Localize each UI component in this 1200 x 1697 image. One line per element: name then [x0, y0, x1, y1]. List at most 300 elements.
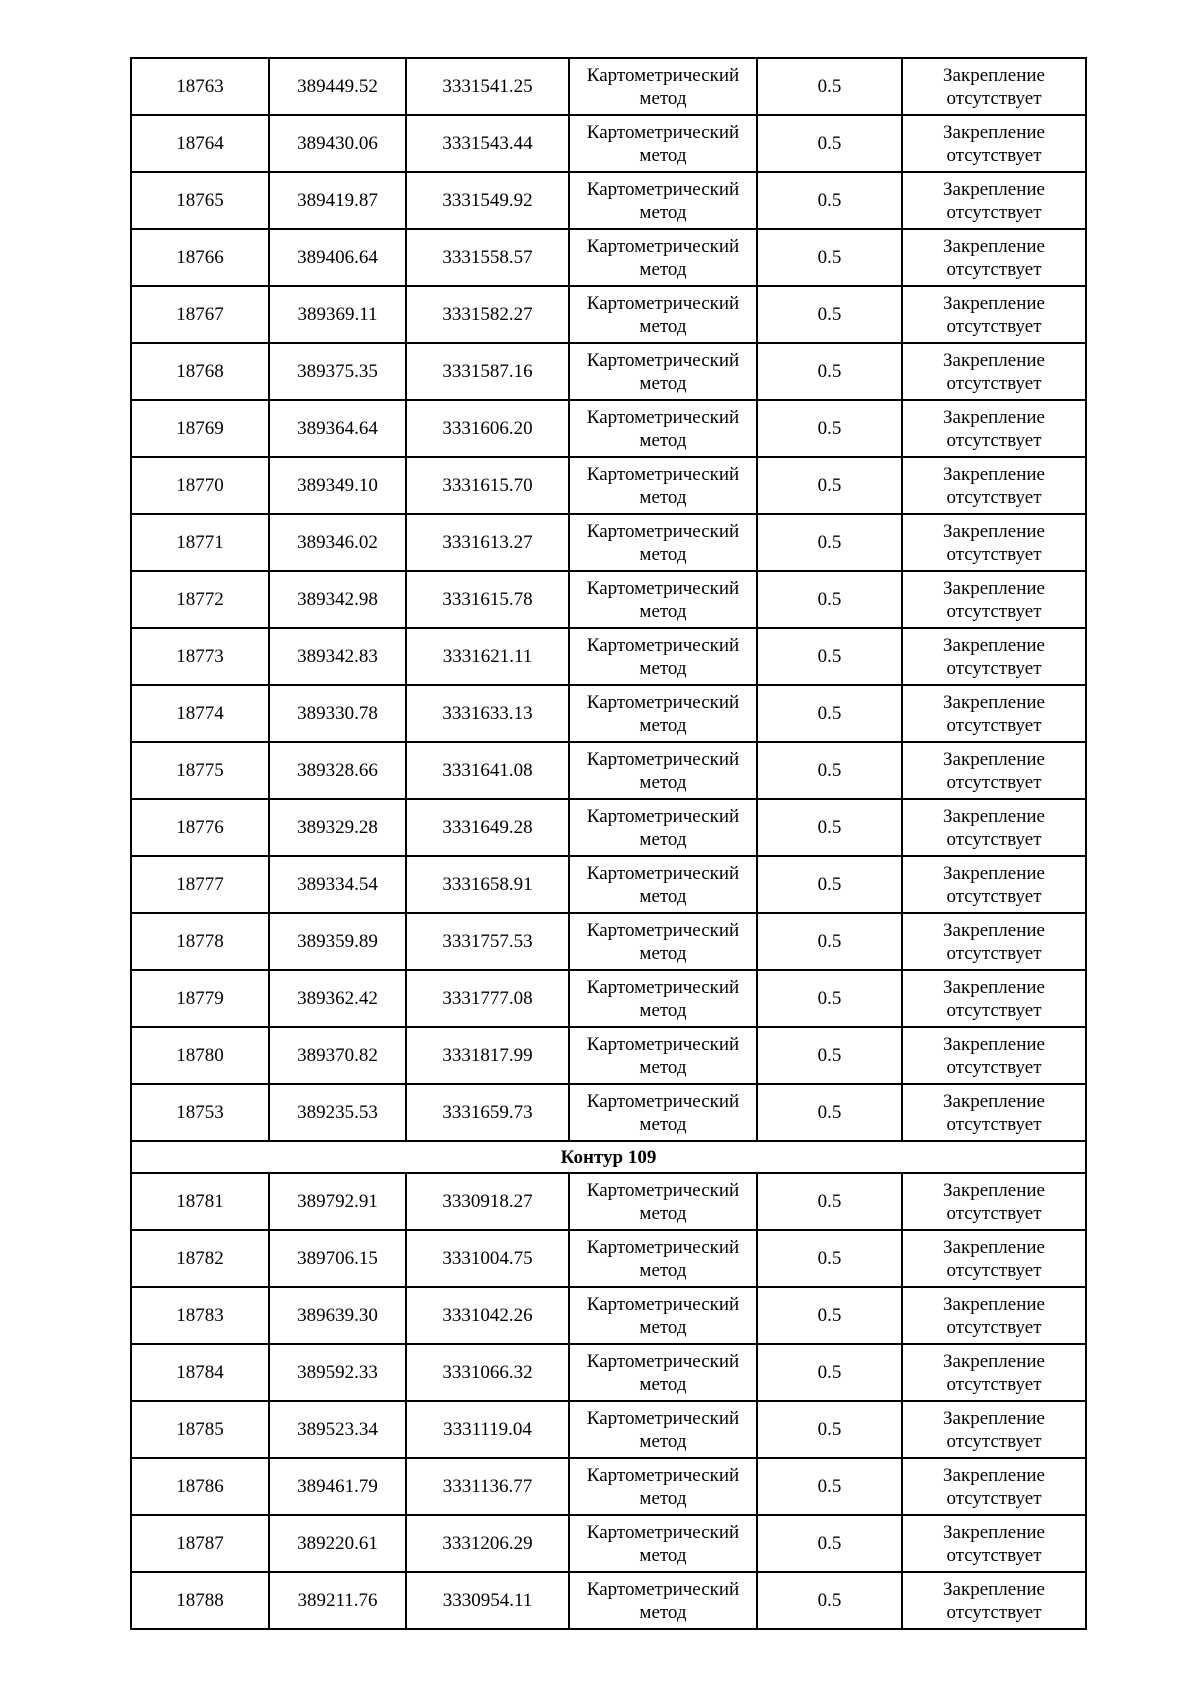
fixing-cell-line: Закрепление: [943, 178, 1045, 200]
accuracy-cell: 0.5: [757, 1401, 902, 1458]
fixing-cell-line: Закрепление: [943, 1033, 1045, 1055]
method-cell-line: метод: [639, 543, 687, 565]
fixing-cell: [902, 628, 1086, 685]
method-cell-line: метод: [639, 486, 687, 508]
x-coordinate-cell: 389375.35: [269, 343, 406, 400]
y-coordinate-cell: 3331042.26: [406, 1287, 569, 1344]
accuracy-cell: 0.5: [757, 1572, 902, 1629]
point-number-cell: 18771: [131, 514, 269, 571]
point-number-cell: 18753: [131, 1084, 269, 1141]
method-cell-line: метод: [639, 1430, 687, 1452]
section-label: Контур 109: [131, 1141, 1086, 1173]
fixing-cell-line: отсутствует: [946, 1544, 1042, 1566]
fixing-cell-line: Закрепление: [943, 1407, 1045, 1429]
method-cell-line: метод: [639, 1487, 687, 1509]
point-number-cell: 18768: [131, 343, 269, 400]
method-cell-line: Картометрический: [586, 1033, 740, 1055]
fixing-cell: [902, 400, 1086, 457]
method-cell: [569, 1173, 757, 1230]
fixing-cell-line: Закрепление: [943, 1464, 1045, 1486]
x-coordinate-cell: 389449.52: [269, 58, 406, 115]
accuracy-cell: 0.5: [757, 1084, 902, 1141]
fixing-cell-line: Закрепление: [943, 349, 1045, 371]
accuracy-cell: 0.5: [757, 1458, 902, 1515]
x-coordinate-cell: 389362.42: [269, 970, 406, 1027]
fixing-cell: [902, 229, 1086, 286]
fixing-cell: [902, 913, 1086, 970]
y-coordinate-cell: 3331641.08: [406, 742, 569, 799]
method-cell: [569, 115, 757, 172]
x-coordinate-cell: 389334.54: [269, 856, 406, 913]
fixing-cell-line: отсутствует: [946, 1316, 1042, 1338]
point-number-cell: 18784: [131, 1344, 269, 1401]
point-number-cell: 18781: [131, 1173, 269, 1230]
method-cell: [569, 1287, 757, 1344]
y-coordinate-cell: 3331649.28: [406, 799, 569, 856]
method-cell-line: метод: [639, 885, 687, 907]
method-cell-line: метод: [639, 258, 687, 280]
table-row: [131, 172, 1086, 229]
point-number-cell: 18783: [131, 1287, 269, 1344]
y-coordinate-cell: 3331621.11: [406, 628, 569, 685]
method-cell: [569, 514, 757, 571]
accuracy-cell: 0.5: [757, 1344, 902, 1401]
fixing-cell-line: Закрепление: [943, 1090, 1045, 1112]
x-coordinate-cell: 389430.06: [269, 115, 406, 172]
fixing-cell-line: отсутствует: [946, 1373, 1042, 1395]
fixing-cell-line: отсутствует: [946, 429, 1042, 451]
method-cell: [569, 172, 757, 229]
method-cell-line: Картометрический: [586, 64, 740, 86]
y-coordinate-cell: 3331615.70: [406, 457, 569, 514]
method-cell-line: Картометрический: [586, 1293, 740, 1315]
method-cell-line: Картометрический: [586, 121, 740, 143]
fixing-cell: [902, 115, 1086, 172]
method-cell-line: Картометрический: [586, 349, 740, 371]
method-cell-line: Картометрический: [586, 1090, 740, 1112]
point-number-cell: 18770: [131, 457, 269, 514]
fixing-cell: [902, 970, 1086, 1027]
y-coordinate-cell: 3331136.77: [406, 1458, 569, 1515]
accuracy-cell: 0.5: [757, 172, 902, 229]
fixing-cell-line: Закрепление: [943, 1350, 1045, 1372]
method-cell: [569, 799, 757, 856]
fixing-cell-line: отсутствует: [946, 885, 1042, 907]
accuracy-cell: 0.5: [757, 1287, 902, 1344]
x-coordinate-cell: 389406.64: [269, 229, 406, 286]
fixing-cell: [902, 685, 1086, 742]
table-row: [131, 970, 1086, 1027]
method-cell: [569, 856, 757, 913]
x-coordinate-cell: 389792.91: [269, 1173, 406, 1230]
x-coordinate-cell: 389461.79: [269, 1458, 406, 1515]
fixing-cell: [902, 1287, 1086, 1344]
fixing-cell-line: отсутствует: [946, 1056, 1042, 1078]
x-coordinate-cell: 389364.64: [269, 400, 406, 457]
y-coordinate-cell: 3331777.08: [406, 970, 569, 1027]
fixing-cell-line: отсутствует: [946, 714, 1042, 736]
method-cell: [569, 1401, 757, 1458]
point-number-cell: 18786: [131, 1458, 269, 1515]
fixing-cell: [902, 58, 1086, 115]
method-cell-line: Картометрический: [586, 1350, 740, 1372]
method-cell-line: Картометрический: [586, 805, 740, 827]
accuracy-cell: 0.5: [757, 286, 902, 343]
method-cell-line: метод: [639, 600, 687, 622]
point-number-cell: 18774: [131, 685, 269, 742]
fixing-cell-line: Закрепление: [943, 919, 1045, 941]
fixing-cell: [902, 571, 1086, 628]
x-coordinate-cell: 389639.30: [269, 1287, 406, 1344]
fixing-cell-line: отсутствует: [946, 144, 1042, 166]
table-row: [131, 913, 1086, 970]
method-cell-line: Картометрический: [586, 1407, 740, 1429]
x-coordinate-cell: 389592.33: [269, 1344, 406, 1401]
y-coordinate-cell: 3331543.44: [406, 115, 569, 172]
method-cell-line: Картометрический: [586, 463, 740, 485]
table-row: [131, 229, 1086, 286]
method-cell-line: метод: [639, 999, 687, 1021]
fixing-cell-line: Закрепление: [943, 1236, 1045, 1258]
table-row: [131, 1230, 1086, 1287]
fixing-cell-line: отсутствует: [946, 1487, 1042, 1509]
accuracy-cell: 0.5: [757, 1173, 902, 1230]
y-coordinate-cell: 3331206.29: [406, 1515, 569, 1572]
fixing-cell: [902, 1515, 1086, 1572]
fixing-cell-line: Закрепление: [943, 577, 1045, 599]
fixing-cell-line: Закрепление: [943, 634, 1045, 656]
y-coordinate-cell: 3331066.32: [406, 1344, 569, 1401]
method-cell-line: Картометрический: [586, 691, 740, 713]
accuracy-cell: 0.5: [757, 685, 902, 742]
point-number-cell: 18778: [131, 913, 269, 970]
y-coordinate-cell: 3331633.13: [406, 685, 569, 742]
method-cell-line: метод: [639, 1113, 687, 1135]
method-cell-line: Картометрический: [586, 976, 740, 998]
accuracy-cell: 0.5: [757, 628, 902, 685]
y-coordinate-cell: 3331558.57: [406, 229, 569, 286]
fixing-cell: [902, 1572, 1086, 1629]
y-coordinate-cell: 3331613.27: [406, 514, 569, 571]
accuracy-cell: 0.5: [757, 514, 902, 571]
method-cell-line: Картометрический: [586, 1464, 740, 1486]
method-cell: [569, 913, 757, 970]
method-cell: [569, 1458, 757, 1515]
method-cell-line: метод: [639, 1056, 687, 1078]
table-row: [131, 457, 1086, 514]
accuracy-cell: 0.5: [757, 400, 902, 457]
x-coordinate-cell: 389369.11: [269, 286, 406, 343]
table-row: [131, 115, 1086, 172]
fixing-cell-line: Закрепление: [943, 406, 1045, 428]
fixing-cell: [902, 1027, 1086, 1084]
table-row: [131, 1027, 1086, 1084]
method-cell-line: Картометрический: [586, 292, 740, 314]
method-cell: [569, 742, 757, 799]
method-cell-line: метод: [639, 87, 687, 109]
fixing-cell-line: Закрепление: [943, 520, 1045, 542]
method-cell: [569, 970, 757, 1027]
point-number-cell: 18787: [131, 1515, 269, 1572]
point-number-cell: 18769: [131, 400, 269, 457]
fixing-cell-line: отсутствует: [946, 771, 1042, 793]
method-cell-line: метод: [639, 1373, 687, 1395]
method-cell-line: метод: [639, 1316, 687, 1338]
section-header-row: [131, 1141, 1086, 1173]
coordinates-table: [130, 57, 1087, 1630]
method-cell: [569, 286, 757, 343]
fixing-cell-line: отсутствует: [946, 1601, 1042, 1623]
point-number-cell: 18763: [131, 58, 269, 115]
fixing-cell-line: отсутствует: [946, 1202, 1042, 1224]
accuracy-cell: 0.5: [757, 913, 902, 970]
method-cell-line: Картометрический: [586, 577, 740, 599]
fixing-cell-line: Закрепление: [943, 292, 1045, 314]
method-cell-line: метод: [639, 657, 687, 679]
fixing-cell-line: отсутствует: [946, 999, 1042, 1021]
method-cell-line: Картометрический: [586, 178, 740, 200]
method-cell: [569, 571, 757, 628]
point-number-cell: 18777: [131, 856, 269, 913]
point-number-cell: 18767: [131, 286, 269, 343]
x-coordinate-cell: 389523.34: [269, 1401, 406, 1458]
x-coordinate-cell: 389706.15: [269, 1230, 406, 1287]
y-coordinate-cell: 3330954.11: [406, 1572, 569, 1629]
method-cell-line: метод: [639, 429, 687, 451]
table-row: [131, 58, 1086, 115]
point-number-cell: 18766: [131, 229, 269, 286]
fixing-cell: [902, 457, 1086, 514]
point-number-cell: 18788: [131, 1572, 269, 1629]
y-coordinate-cell: 3331004.75: [406, 1230, 569, 1287]
accuracy-cell: 0.5: [757, 457, 902, 514]
method-cell-line: Картометрический: [586, 1236, 740, 1258]
fixing-cell: [902, 1401, 1086, 1458]
x-coordinate-cell: 389349.10: [269, 457, 406, 514]
point-number-cell: 18782: [131, 1230, 269, 1287]
y-coordinate-cell: 3331757.53: [406, 913, 569, 970]
x-coordinate-cell: 389346.02: [269, 514, 406, 571]
method-cell-line: Картометрический: [586, 748, 740, 770]
y-coordinate-cell: 3331606.20: [406, 400, 569, 457]
fixing-cell: [902, 1458, 1086, 1515]
method-cell-line: Картометрический: [586, 862, 740, 884]
fixing-cell: [902, 742, 1086, 799]
y-coordinate-cell: 3331119.04: [406, 1401, 569, 1458]
method-cell-line: метод: [639, 144, 687, 166]
x-coordinate-cell: 389419.87: [269, 172, 406, 229]
x-coordinate-cell: 389342.98: [269, 571, 406, 628]
table-row: [131, 1401, 1086, 1458]
accuracy-cell: 0.5: [757, 229, 902, 286]
table-row: [131, 343, 1086, 400]
method-cell-line: метод: [639, 1259, 687, 1281]
coordinates-table-body: [131, 58, 1086, 1629]
point-number-cell: 18773: [131, 628, 269, 685]
fixing-cell: [902, 799, 1086, 856]
fixing-cell: [902, 856, 1086, 913]
fixing-cell: [902, 1173, 1086, 1230]
method-cell: [569, 58, 757, 115]
method-cell-line: метод: [639, 1544, 687, 1566]
method-cell: [569, 685, 757, 742]
method-cell-line: Картометрический: [586, 520, 740, 542]
x-coordinate-cell: 389211.76: [269, 1572, 406, 1629]
x-coordinate-cell: 389329.28: [269, 799, 406, 856]
table-row: [131, 856, 1086, 913]
method-cell: [569, 1230, 757, 1287]
fixing-cell-line: отсутствует: [946, 657, 1042, 679]
fixing-cell-line: отсутствует: [946, 258, 1042, 280]
y-coordinate-cell: 3331659.73: [406, 1084, 569, 1141]
y-coordinate-cell: 3331817.99: [406, 1027, 569, 1084]
fixing-cell-line: отсутствует: [946, 315, 1042, 337]
fixing-cell-line: отсутствует: [946, 372, 1042, 394]
fixing-cell-line: Закрепление: [943, 805, 1045, 827]
fixing-cell-line: Закрепление: [943, 862, 1045, 884]
accuracy-cell: 0.5: [757, 1027, 902, 1084]
fixing-cell-line: Закрепление: [943, 976, 1045, 998]
y-coordinate-cell: 3331549.92: [406, 172, 569, 229]
fixing-cell: [902, 1084, 1086, 1141]
y-coordinate-cell: 3331615.78: [406, 571, 569, 628]
method-cell-line: Картометрический: [586, 634, 740, 656]
x-coordinate-cell: 389330.78: [269, 685, 406, 742]
fixing-cell-line: Закрепление: [943, 64, 1045, 86]
method-cell-line: метод: [639, 1202, 687, 1224]
method-cell-line: Картометрический: [586, 1179, 740, 1201]
table-row: [131, 742, 1086, 799]
fixing-cell-line: Закрепление: [943, 1293, 1045, 1315]
accuracy-cell: 0.5: [757, 856, 902, 913]
table-row: [131, 1458, 1086, 1515]
fixing-cell: [902, 1230, 1086, 1287]
fixing-cell-line: Закрепление: [943, 1578, 1045, 1600]
fixing-cell: [902, 1344, 1086, 1401]
table-row: [131, 514, 1086, 571]
fixing-cell-line: отсутствует: [946, 942, 1042, 964]
method-cell: [569, 400, 757, 457]
point-number-cell: 18785: [131, 1401, 269, 1458]
method-cell: [569, 343, 757, 400]
accuracy-cell: 0.5: [757, 742, 902, 799]
method-cell: [569, 1572, 757, 1629]
x-coordinate-cell: 389342.83: [269, 628, 406, 685]
x-coordinate-cell: 389328.66: [269, 742, 406, 799]
method-cell-line: метод: [639, 1601, 687, 1623]
fixing-cell: [902, 343, 1086, 400]
table-row: [131, 286, 1086, 343]
method-cell: [569, 229, 757, 286]
method-cell-line: Картометрический: [586, 919, 740, 941]
method-cell-line: метод: [639, 201, 687, 223]
fixing-cell-line: Закрепление: [943, 1521, 1045, 1543]
table-row: [131, 685, 1086, 742]
y-coordinate-cell: 3330918.27: [406, 1173, 569, 1230]
fixing-cell-line: Закрепление: [943, 748, 1045, 770]
table-row: [131, 1173, 1086, 1230]
method-cell: [569, 1344, 757, 1401]
x-coordinate-cell: 389370.82: [269, 1027, 406, 1084]
method-cell: [569, 1084, 757, 1141]
method-cell: [569, 628, 757, 685]
accuracy-cell: 0.5: [757, 58, 902, 115]
table-row: [131, 1572, 1086, 1629]
fixing-cell-line: отсутствует: [946, 1430, 1042, 1452]
method-cell-line: Картометрический: [586, 406, 740, 428]
accuracy-cell: 0.5: [757, 343, 902, 400]
table-row: [131, 571, 1086, 628]
method-cell-line: метод: [639, 828, 687, 850]
fixing-cell-line: Закрепление: [943, 121, 1045, 143]
fixing-cell-line: отсутствует: [946, 201, 1042, 223]
fixing-cell: [902, 172, 1086, 229]
accuracy-cell: 0.5: [757, 1515, 902, 1572]
fixing-cell-line: отсутствует: [946, 1259, 1042, 1281]
method-cell: [569, 1027, 757, 1084]
fixing-cell-line: отсутствует: [946, 87, 1042, 109]
accuracy-cell: 0.5: [757, 970, 902, 1027]
fixing-cell: [902, 286, 1086, 343]
fixing-cell-line: Закрепление: [943, 1179, 1045, 1201]
y-coordinate-cell: 3331582.27: [406, 286, 569, 343]
accuracy-cell: 0.5: [757, 115, 902, 172]
method-cell-line: метод: [639, 315, 687, 337]
method-cell: [569, 1515, 757, 1572]
method-cell: [569, 457, 757, 514]
y-coordinate-cell: 3331541.25: [406, 58, 569, 115]
point-number-cell: 18765: [131, 172, 269, 229]
x-coordinate-cell: 389359.89: [269, 913, 406, 970]
table-row: [131, 1344, 1086, 1401]
point-number-cell: 18764: [131, 115, 269, 172]
fixing-cell-line: Закрепление: [943, 235, 1045, 257]
method-cell-line: Картометрический: [586, 235, 740, 257]
point-number-cell: 18772: [131, 571, 269, 628]
fixing-cell-line: отсутствует: [946, 828, 1042, 850]
method-cell-line: метод: [639, 372, 687, 394]
fixing-cell-line: Закрепление: [943, 691, 1045, 713]
point-number-cell: 18779: [131, 970, 269, 1027]
fixing-cell-line: отсутствует: [946, 543, 1042, 565]
table-row: [131, 799, 1086, 856]
fixing-cell-line: отсутствует: [946, 486, 1042, 508]
fixing-cell-line: отсутствует: [946, 600, 1042, 622]
fixing-cell: [902, 514, 1086, 571]
table-row: [131, 1287, 1086, 1344]
point-number-cell: 18780: [131, 1027, 269, 1084]
point-number-cell: 18775: [131, 742, 269, 799]
accuracy-cell: 0.5: [757, 571, 902, 628]
table-row: [131, 1084, 1086, 1141]
fixing-cell-line: отсутствует: [946, 1113, 1042, 1135]
fixing-cell-line: Закрепление: [943, 463, 1045, 485]
y-coordinate-cell: 3331587.16: [406, 343, 569, 400]
accuracy-cell: 0.5: [757, 799, 902, 856]
table-row: [131, 1515, 1086, 1572]
x-coordinate-cell: 389235.53: [269, 1084, 406, 1141]
method-cell-line: метод: [639, 714, 687, 736]
table-row: [131, 400, 1086, 457]
method-cell-line: Картометрический: [586, 1521, 740, 1543]
method-cell-line: Картометрический: [586, 1578, 740, 1600]
method-cell-line: метод: [639, 942, 687, 964]
accuracy-cell: 0.5: [757, 1230, 902, 1287]
table-row: [131, 628, 1086, 685]
x-coordinate-cell: 389220.61: [269, 1515, 406, 1572]
y-coordinate-cell: 3331658.91: [406, 856, 569, 913]
point-number-cell: 18776: [131, 799, 269, 856]
